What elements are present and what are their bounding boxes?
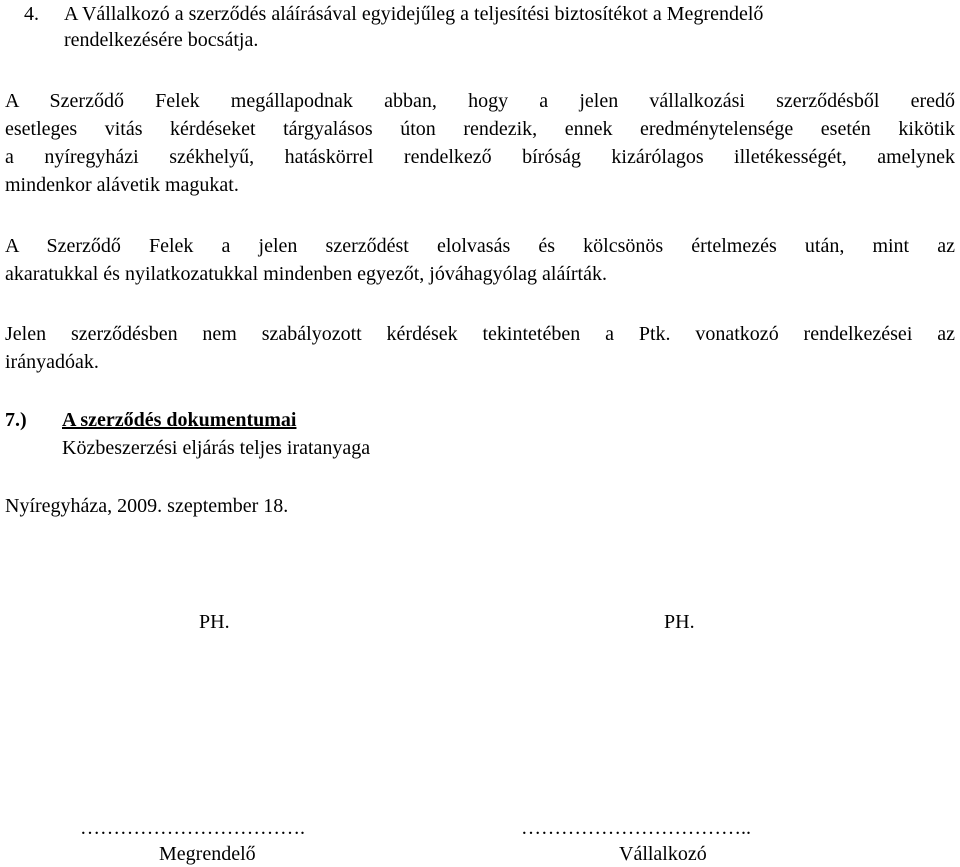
- place-and-date: Nyíregyháza, 2009. szeptember 18.: [5, 495, 289, 517]
- left-stamp-label: PH.: [199, 611, 230, 633]
- signing-paragraph-line-1: A Szerződő Felek a jelen szerződést elolvasás és kölcsönös értelmezés után, mint az: [5, 235, 955, 257]
- dispute-paragraph-line-3: a nyíregyházi székhelyű, hatáskörrel rendelkező bíróság kizárólagos illetékességét, amelynek: [5, 146, 955, 168]
- right-signature-line: ……………………………..: [521, 817, 751, 839]
- section-7-body: Közbeszerzési eljárás teljes iratanyaga: [62, 437, 371, 459]
- signing-paragraph-line-2: akaratukkal és nyilatkozatukkal mindenben egyezőt, jóváhagyólag aláírták.: [5, 263, 607, 285]
- dispute-paragraph-line-2: esetleges vitás kérdéseket tárgyalásos úton rendezik, ennek eredménytelensége esetén kikötik: [5, 118, 955, 140]
- ptk-paragraph-line-1: Jelen szerződésben nem szabályozott kérdések tekintetében a Ptk. vonatkozó rendelkezései az: [5, 323, 955, 345]
- left-signature-line: …………………………….: [80, 817, 305, 839]
- dispute-paragraph-line-4: mindenkor alávetik magukat.: [5, 174, 239, 196]
- right-signatory-role: Vállalkozó: [619, 843, 707, 865]
- left-signatory-role: Megrendelő: [159, 843, 256, 865]
- item-4-number: 4.: [24, 3, 39, 25]
- section-7-title: A szerződés dokumentumai: [62, 409, 297, 431]
- ptk-paragraph-line-2: irányadóak.: [5, 351, 99, 373]
- item-4-line-1: A Vállalkozó a szerződés aláírásával egyidejűleg a teljesítési biztosítékot a Megrendelő: [64, 3, 764, 25]
- dispute-paragraph-line-1: A Szerződő Felek megállapodnak abban, hogy a jelen vállalkozási szerződésből eredő: [5, 90, 955, 112]
- item-4-line-2: rendelkezésére bocsátja.: [64, 29, 259, 51]
- section-7-number: 7.): [5, 409, 27, 431]
- right-stamp-label: PH.: [664, 611, 695, 633]
